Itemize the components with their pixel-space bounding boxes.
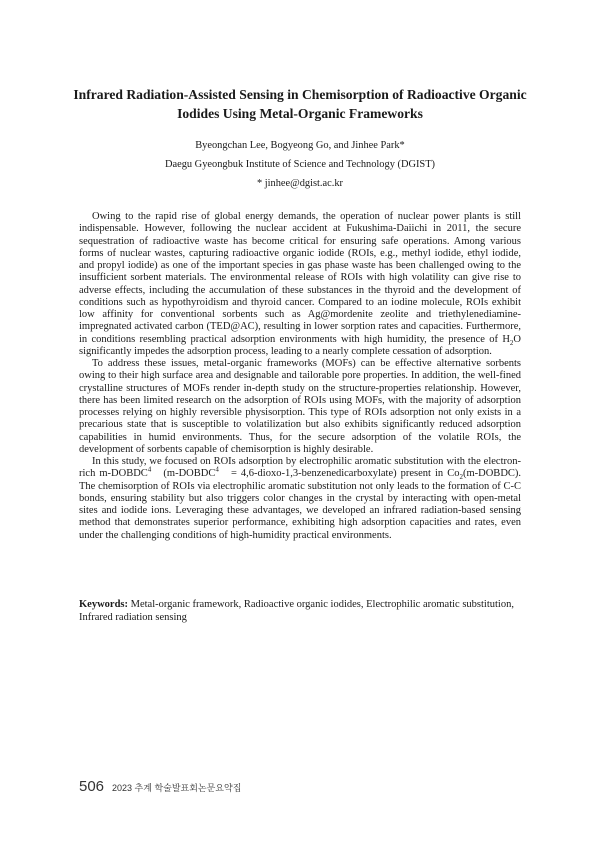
contact-email: * jinhee@dgist.ac.kr bbox=[256, 178, 344, 189]
paragraph-3-part-b: (m-DOBDC bbox=[163, 468, 216, 480]
abstract-paragraph-3 bbox=[79, 456, 521, 542]
conference-name: 2023 추계 학술발표회논문요약집 bbox=[112, 783, 242, 793]
author-list: Byeongchan Lee, Bogyeong Go, and Jinhee Park* bbox=[195, 140, 405, 151]
affiliation: Daegu Gyeongbuk Institute of Science and Technology (DGIST) bbox=[164, 159, 436, 170]
abstract-body bbox=[79, 211, 521, 542]
page-number: 506 bbox=[79, 778, 105, 795]
superscript: 4 bbox=[147, 465, 152, 474]
paragraph-3-part-a: In this study, we focused on ROIs adsorption by electrophilic aromatic substitution with the electron-rich m-DOBDC bbox=[79, 456, 521, 480]
abstract-paragraph-2: To address these issues, metal-organic frameworks (MOFs) can be effective alternative sorbents owing to their high surface area and designable and tailorable pore properties. In addition, the well-fined crystalline structures of MOFs render in-depth study on the structure-properties relationship. However, there has been limited research on the adsorption of ROIs using MOFs, with the majority of adsorption processes relying on highly reversible physisorption. This type of ROIs adsorption not only exists in a precarious state that is susceptible to volatilization but also exhibits significantly reduced adsorption capabilities in humid environments. Thus, for the secure adsorption of the volatile ROIs, the development of sorbents capable of chemisorption is highly desirable. bbox=[79, 358, 521, 455]
paper-title: Infrared Radiation-Assisted Sensing in Chemisorption of Radioactive Organic Iodides Using Metal-Organic Frameworks bbox=[73, 87, 527, 121]
subscript: 2 bbox=[459, 473, 463, 482]
superscript: 4 bbox=[215, 465, 219, 474]
paragraph-1-tail: O significantly impedes the adsorption process, leading to a nearly complete cessation of adsorption. bbox=[79, 333, 521, 357]
page-footer bbox=[79, 778, 241, 795]
paragraph-1-text: Owing to the rapid rise of global energy demands, the operation of nuclear power plants is still indispensable. However, following the nuclear accident at Fukushima-Daiichi in 2011, the secure sequestration of radioactive waste has become critical for ensuring safe operations. Among various forms of nuclear wastes, capturing radioactive organic iodide (ROIs, e.g., methyl iodide, ethyl iodide, and propyl iodide) as one of the important species in gas phase waste has been challenged owing to the insufficient sorbent materials. The environmental release of ROIs with high volatility can give rise to adverse effects, including the accumulation of these substances in the thyroid and the development of conditions such as hypothyroidism and thyroid cancer. Compared to an iodine molecule, ROIs exhibit low affinity for conventional sorbents such as Ag@mordenite zeolite and triethylenediamine-impregnated activated carbon (TED@AC), resulting in lower sorption rates and capacities. Furthermore, in conditions resembling practical adsorption environments with high humidity, the presence of H bbox=[79, 211, 521, 345]
subscript: 2 bbox=[509, 338, 514, 347]
keywords-list: Metal-organic framework, Radioactive organic iodides, Electrophilic aromatic substitution, Infrared radiation sensing bbox=[79, 599, 514, 623]
keywords-label: Keywords: bbox=[79, 599, 128, 610]
keywords bbox=[79, 598, 521, 624]
abstract-paragraph-1 bbox=[79, 211, 521, 358]
paragraph-3-part-d: (m-DOBDC). The chemisorption of ROIs via electrophilic aromatic substitution not only leads to the formation of C-C bonds, ensuring stability but also triggers color changes in the crystal by interacting with open-metal sites and iodide ions. Leveraging these advantages, we developed an infrared radiation-based sensing method that demonstrates superior performance, exhibiting high adsorption capacities and rates, even under the challenging conditions of high-humidity practical environments. bbox=[79, 468, 522, 541]
paragraph-3-part-c: = 4,6-dioxo-1,3-benzenedicarboxylate) present in Co bbox=[230, 468, 460, 480]
